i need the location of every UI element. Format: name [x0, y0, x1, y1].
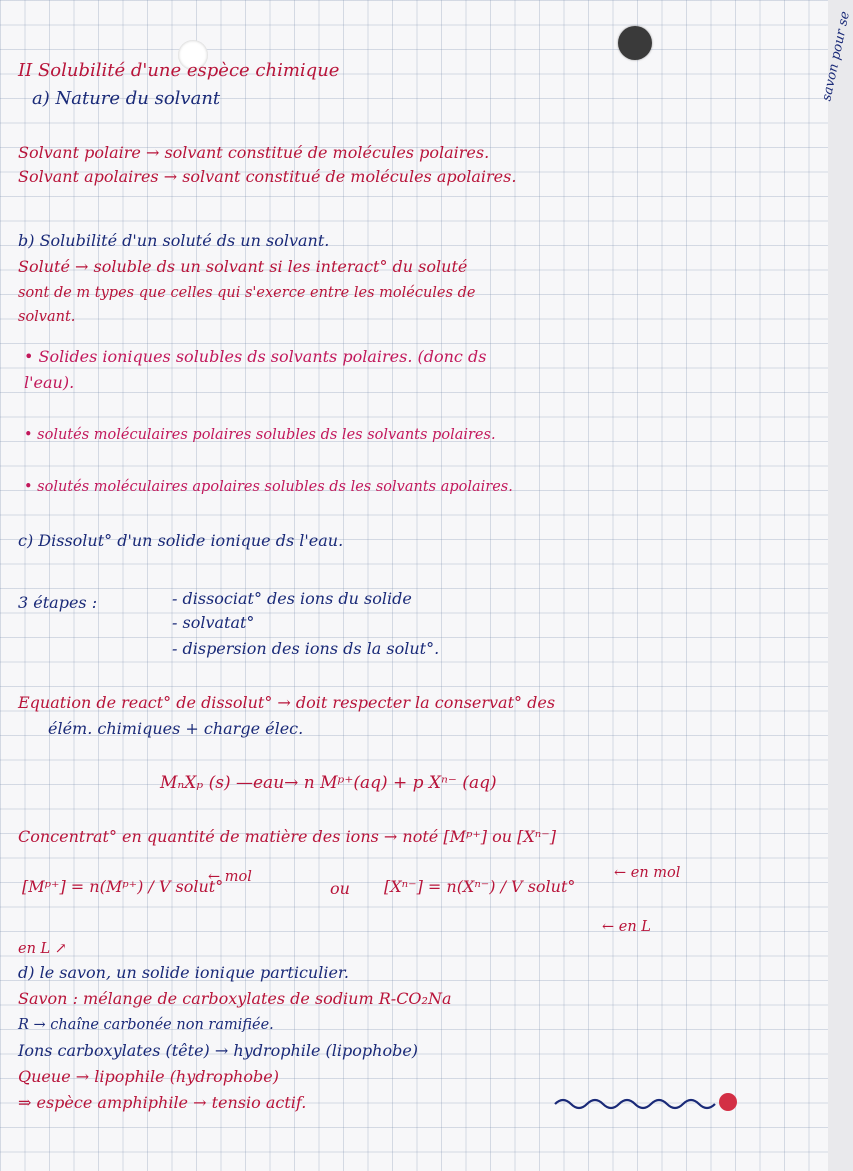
line-a-1: Solvant polaire → solvant constitué de molécules polaires. [18, 143, 490, 162]
line-a-2: Solvant apolaires → solvant constitué de molécules apolaires. [18, 167, 517, 186]
bullet-b-1: • Solides ioniques solubles ds solvants polaires. (donc ds [24, 347, 487, 366]
formula-or: ou [330, 879, 350, 898]
formula-left: [Mᵖ⁺] = n(Mᵖ⁺) / V solut° [22, 877, 224, 896]
step-2: - solvatat° [172, 613, 255, 632]
formula-right: [Xⁿ⁻] = n(Xⁿ⁻) / V solut° [384, 877, 576, 896]
punch-hole-right [618, 26, 652, 60]
equation-text-2: élém. chimiques + charge élec. [48, 719, 304, 738]
line-d-3: Ions carboxylates (tête) → hydrophile (lipophobe) [18, 1041, 419, 1060]
steps-label: 3 étapes : [18, 593, 98, 612]
heading-d: d) le savon, un solide ionique particulier. [18, 963, 349, 982]
section-title: II Solubilité d'une espèce chimique [18, 60, 340, 81]
line-b-1: Soluté → soluble ds un solvant si les interact° du soluté [18, 257, 468, 276]
hydrophilic-head [719, 1093, 737, 1111]
formula-right-note-top: ← en mol [614, 865, 681, 881]
heading-b: b) Solubilité d'un soluté ds un solvant. [18, 231, 330, 250]
line-d-4: Queue → lipophile (hydrophobe) [18, 1067, 279, 1086]
line-d-2: R → chaîne carbonée non ramifiée. [18, 1017, 274, 1033]
line-d-5: ⇒ espèce amphiphile → tensio actif. [18, 1093, 307, 1112]
step-1: - dissociat° des ions du solide [172, 589, 412, 608]
formula-left-note: ← mol [208, 869, 252, 885]
margin-note: savon pour se [819, 10, 853, 103]
bullet-b-1-cont: l'eau). [24, 373, 75, 392]
formula-left-note-bottom: en L ↗ [18, 941, 67, 957]
bullet-b-2: • solutés moléculaires polaires solubles ds les solvants polaires. [24, 427, 496, 443]
dissolution-equation: MₙXₚ (s) —eau→ n Mᵖ⁺(aq) + p Xⁿ⁻ (aq) [160, 773, 497, 793]
surfactant-sketch [550, 1082, 750, 1122]
step-3: - dispersion des ions ds la solut°. [172, 639, 440, 658]
equation-text-1: Equation de react° de dissolut° → doit respecter la conservat° des [18, 693, 556, 712]
formula-right-note-bottom: ← en L [602, 919, 651, 935]
heading-a: a) Nature du solvant [32, 88, 221, 109]
bullet-b-3: • solutés moléculaires apolaires solubles ds les solvants apolaires. [24, 479, 513, 495]
heading-c: c) Dissolut° d'un solide ionique ds l'eau. [18, 531, 344, 550]
concentration-line: Concentrat° en quantité de matière des ions → noté [Mᵖ⁺] ou [Xⁿ⁻] [18, 827, 556, 846]
line-d-1: Savon : mélange de carboxylates de sodium R-CO₂Na [18, 989, 452, 1008]
line-b-2: sont de m types que celles qui s'exerce entre les molécules de [18, 285, 476, 301]
line-b-3: solvant. [18, 309, 76, 325]
hydrophobic-tail [555, 1100, 715, 1108]
